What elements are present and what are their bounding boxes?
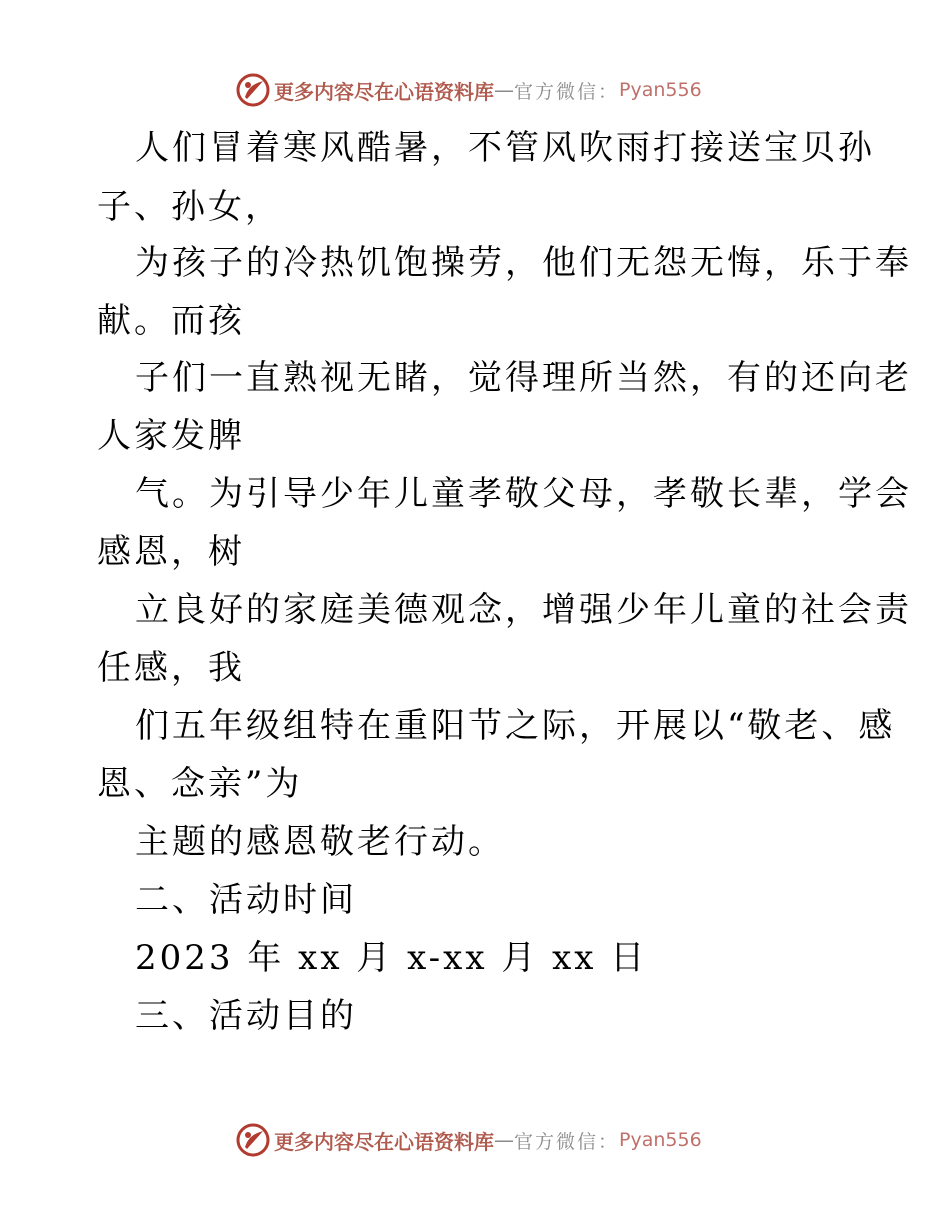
logo-icon — [236, 73, 270, 107]
paragraph-line: 为孩子的冷热饥饱操劳，他们无怨无悔，乐于奉 — [135, 243, 912, 283]
section-heading: 二、活动时间 — [135, 880, 357, 920]
paragraph-line: 献。而孩 — [97, 301, 245, 341]
paragraph-line: 主题的感恩敬老行动。 — [135, 822, 505, 862]
logo-icon — [236, 1123, 270, 1157]
paragraph-line: 人家发脾 — [97, 416, 245, 456]
paragraph-line: 子、孙女， — [97, 187, 282, 227]
paragraph-line: 恩、念亲”为 — [97, 764, 303, 804]
header-banner — [236, 72, 702, 108]
section-heading: 三、活动目的 — [135, 996, 357, 1036]
banner-wechat-label: 官方微信： — [514, 80, 620, 103]
banner-wechat-id: Pyan556 — [619, 79, 702, 101]
footer-banner — [236, 1122, 702, 1158]
paragraph-line: 气。为引导少年儿童孝敬父母，孝敬长辈，学会 — [135, 474, 912, 514]
banner-title: 更多内容尽在心语资料库 — [274, 1129, 494, 1154]
paragraph-line: 们五年级组特在重阳节之际，开展以“敬老、感 — [135, 706, 896, 746]
date-line: 2023 年 xx 月 x-xx 月 xx 日 — [135, 938, 648, 978]
banner-wechat-label: 官方微信： — [514, 1130, 620, 1153]
paragraph-line: 立良好的家庭美德观念，增强少年儿童的社会责 — [135, 590, 912, 630]
banner-separator: — — [494, 78, 514, 102]
paragraph-line: 感恩，树 — [97, 532, 245, 572]
paragraph-line: 人们冒着寒风酷暑，不管风吹雨打接送宝贝孙 — [135, 128, 875, 168]
banner-title: 更多内容尽在心语资料库 — [274, 79, 494, 104]
paragraph-line: 子们一直熟视无睹，觉得理所当然，有的还向老 — [135, 358, 912, 398]
paragraph-line: 任感，我 — [97, 648, 245, 688]
banner-separator: — — [494, 1128, 514, 1152]
banner-wechat-id: Pyan556 — [619, 1129, 702, 1151]
